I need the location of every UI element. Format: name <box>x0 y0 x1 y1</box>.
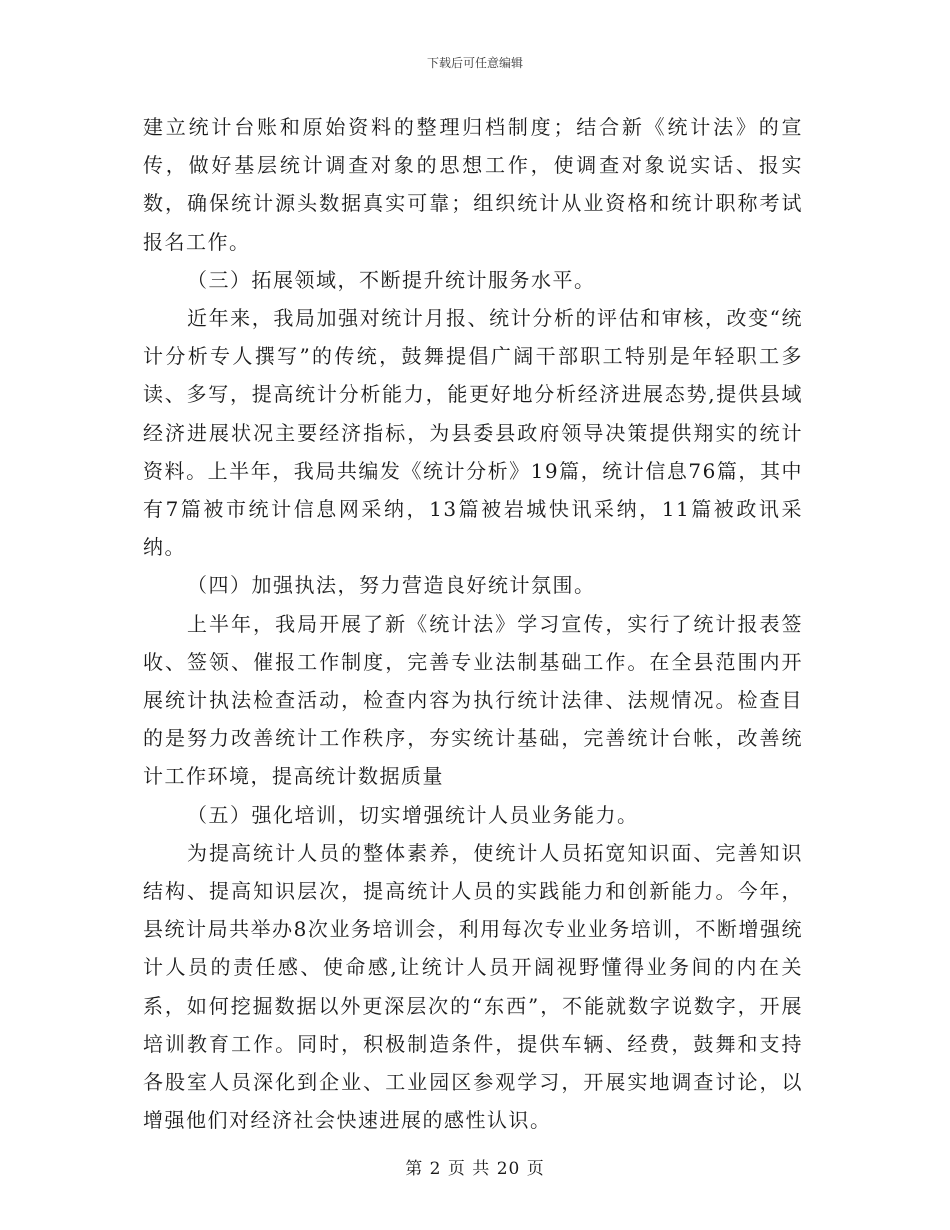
paragraph-enforcement: 上半年，我局开展了新《统计法》学习宣传，实行了统计报表签收、签领、催报工作制度，完善专业法制基础工作。在全县范围内开展统计执法检查活动，检查内容为执行统计法律、法规情况。检查目的是努力改善统计工作秩序，夯实统计基础，完善统计台帐，改善统计工作环境，提高统计数据质量 <box>143 611 803 789</box>
paragraph-training: 为提高统计人员的整体素养，使统计人员拓宽知识面、完善知识结构、提高知识层次，提高统计人员的实践能力和创新能力。今年，县统计局共举办8次业务培训会，利用每次专业业务培训，不断增强统计人员的责任感、使命感,让统计人员开阔视野懂得业务间的内在关系，如何挖掘数据以外更深层次的“东西”，不能就数字说数字，开展培训教育工作。同时，积极制造条件，提供车辆、经费，鼓舞和支持各股室人员深化到企业、工业园区参观学习，开展实地调查讨论，以增强他们对经济社会快速进展的感性认识。 <box>143 840 803 1133</box>
paragraph-analysis: 近年来，我局加强对统计月报、统计分析的评估和审核，改变“统计分析专人撰写”的传统，鼓舞提倡广阔干部职工特别是年轻职工多读、多写，提高统计分析能力，能更好地分析经济进展态势,提供县域经济进展状况主要经济指标，为县委县政府领导决策提供翔实的统计资料。上半年，我局共编发《统计分析》19篇，统计信息76篇，其中有7篇被市统计信息网采纳，13篇被岩城快讯采纳，11篇被政讯采纳。 <box>143 306 803 560</box>
section-heading-3: （三）拓展领域，不断提升统计服务水平。 <box>187 267 596 292</box>
section-heading-5: （五）强化培训，切实增强统计人员业务能力。 <box>187 802 639 827</box>
section-heading-4: （四）加强执法，努力营造良好统计氛围。 <box>187 573 596 598</box>
document-body <box>143 108 803 1139</box>
page-header: 下载后可任意编辑 <box>426 56 523 70</box>
page-number: 第 2 页 共 20 页 <box>405 1159 545 1179</box>
paragraph-continuation: 建立统计台账和原始资料的整理归档制度；结合新《统计法》的宣传，做好基层统计调查对象的思想工作，使调查对象说实话、报实数，确保统计源头数据真实可靠；组织统计从业资格和统计职称考试报名工作。 <box>143 115 803 254</box>
